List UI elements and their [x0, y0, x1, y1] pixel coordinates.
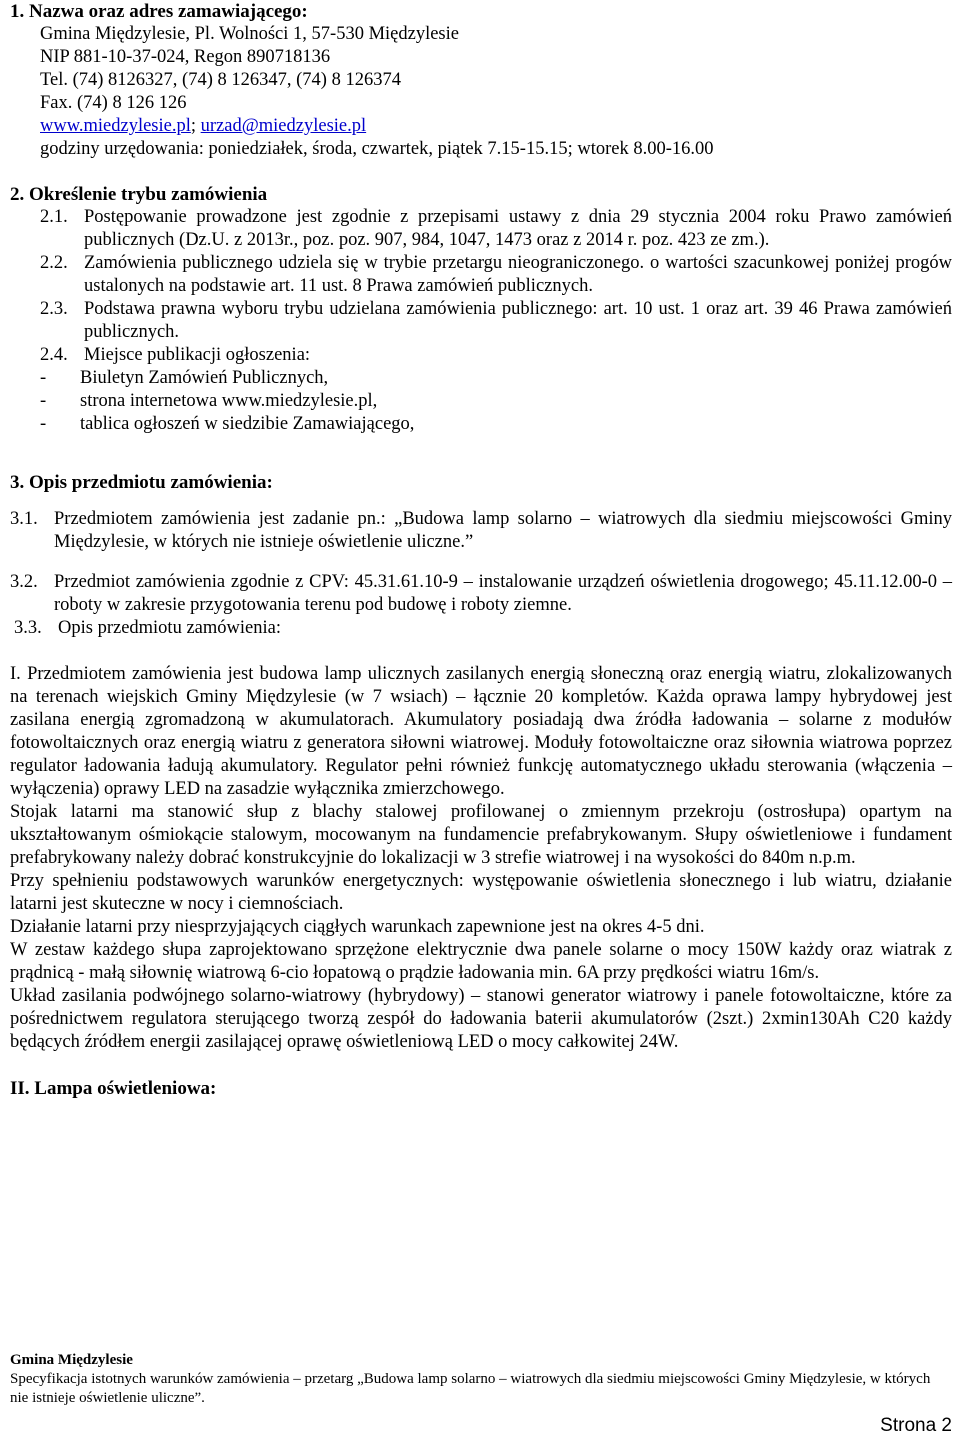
item-text: Opis przedmiotu zamówienia: [58, 618, 281, 638]
document-page [10, 0, 952, 1100]
item-text: Przedmiotem zamówienia jest zadanie pn.: „Budowa lamp solarno – wiatrowych dla siedmiu miejscowości Gminy Międzylesie, w których nie istnieje oświetlenie uliczne.” [54, 509, 952, 552]
item-number: 2.2. [40, 253, 68, 273]
item-2-3 [10, 298, 952, 344]
footer-org: Gmina Międzylesie [10, 1352, 133, 1368]
bullet-item [10, 367, 952, 390]
item-number: 2.3. [40, 299, 68, 319]
address-line: Gmina Międzylesie, Pl. Wolności 1, 57-530 Międzylesie [40, 24, 459, 44]
phone-line: Tel. (74) 8126327, (74) 8 126347, (74) 8 126374 [40, 70, 401, 90]
item-3-1 [10, 508, 952, 554]
bullet-item [10, 390, 952, 413]
paragraph-5: W zestaw każdego słupa zaprojektowano sprzężone elektrycznie dwa panele solarne o mocy 150W każdy oraz wiatrak z prądnicą - małą siłownię wiatrową 6-cio łopatową o prądzie ładowania min. 6A przy prędkości wiatru 16m/s. [10, 940, 952, 983]
bullet-dash: - [40, 414, 47, 434]
footer-text: Specyfikacja istotnych warunków zamówienia – przetarg „Budowa lamp solarno – wiatrowych dla siedmiu miejscowości Gminy Międzylesie, w których nie istnieje oświetlenie uliczne”. [10, 1371, 931, 1406]
item-text: Zamówienia publicznego udziela się w trybie przetargu nieograniczonego. o wartości szacunkowej poniżej progów ustalonych na podstawie art. 11 ust. 8 Prawa zamówień publicznych. [84, 253, 952, 296]
item-number: 3.1. [10, 509, 38, 529]
item-text: Przedmiot zamówienia zgodnie z CPV: 45.31.61.10-9 – instalowanie urządzeń oświetlenia drogowego; 45.11.12.00-0 – roboty w zakresie przygotowania terenu pod budowę i roboty ziemne. [54, 572, 952, 615]
paragraph-1: I. Przedmiotem zamówienia jest budowa lamp ulicznych zasilanych energią słoneczną oraz energią wiatru, zlokalizowanych na terenach wiejskich Gminy Międzylesie (w 7 wsiach) – łącznie 20 kompletów. Każda oprawa lampy hybrydowej jest zasilana energią zgromadzoną w akumulatorach. Akumulatory posiadają dwa źródła ładowania – solarne z modułów fotowoltaicznych oraz energią wiatru z generatora siłowni wiatrowej. Moduły fotowoltaiczne oraz siłownia wiatrowa poprzez regulator ładowania ładują akumulatory. Regulator pełni również funkcję automatycznego układu sterowania (włączenia – wyłączenia) oprawy LED na zasadzie wyłącznika zmierzchowego. [10, 664, 952, 799]
item-number: 2.1. [40, 207, 68, 227]
item-number: 3.2. [10, 572, 38, 592]
section-II-heading: II. Lampa oświetleniowa: [10, 1078, 217, 1099]
item-text: Miejsce publikacji ogłoszenia: [84, 345, 311, 365]
links-line [10, 115, 952, 138]
nip-regon-line: NIP 881-10-37-024, Regon 890718136 [40, 47, 331, 67]
item-number: 3.3. [14, 618, 42, 638]
paragraph-2: Stojak latarni ma stanowić słup z blachy stalowej profilowanej o zmiennym przekroju (ostrosłupa) opartym na ukształtowanym ośmiokącie stalowym, mocowanym na fundamencie prefabrykowanym. Słupy oświetleniowe i fundament prefabrykowany należy dobrać konstrukcyjnie do lokalizacji w 3 strefie wiatrowej i na wysokości do 840m n.p.m. [10, 802, 952, 868]
fax-line: Fax. (74) 8 126 126 [40, 93, 187, 113]
item-number: 2.4. [40, 345, 68, 365]
item-text: Postępowanie prowadzone jest zgodnie z przepisami ustawy z dnia 29 stycznia 2004 roku Prawo zamówień publicznych (Dz.U. z 2013r., poz. poz. 907, 984, 1047, 1473 oraz z 2014 r. poz. 423 ze zm.). [84, 207, 952, 250]
item-3-3 [10, 617, 952, 640]
bullet-dash: - [40, 368, 47, 388]
item-2-2 [10, 252, 952, 298]
item-3-2 [10, 571, 952, 617]
item-text: Podstawa prawna wyboru trybu udzielana zamówienia publicznego: art. 10 ust. 1 oraz art. 39 46 Prawa zamówień publicznych. [84, 299, 952, 342]
paragraph-4: Działanie latarni przy niesprzyjających ciągłych warunkach zapewnione jest na okres 4-5 dni. [10, 917, 705, 937]
bullet-text: Biuletyn Zamówień Publicznych, [80, 368, 329, 388]
section-1-heading: 1. Nazwa oraz adres zamawiającego: [10, 1, 308, 22]
bullet-item [10, 413, 952, 436]
page-number: Strona 2 [880, 1415, 952, 1436]
section-2-heading: 2. Określenie trybu zamówienia [10, 184, 268, 205]
website-link[interactable]: www.miedzylesie.pl [40, 116, 191, 136]
bullet-text: strona internetowa www.miedzylesie.pl, [80, 391, 378, 411]
links-separator: ; [190, 116, 201, 136]
paragraph-3: Przy spełnieniu podstawowych warunków energetycznych: występowanie oświetlenia słonecznego i lub wiatru, działanie latarni jest skuteczne w nocy i ciemnościach. [10, 871, 952, 914]
email-link[interactable]: urzad@miedzylesie.pl [200, 116, 367, 136]
page-footer [10, 1351, 952, 1408]
paragraph-6: Układ zasilania podwójnego solarno-wiatrowy (hybrydowy) – stanowi generator wiatrowy i panele fotowoltaiczne, które za pośrednictwem regulatora sterującego tworzą zespół do ładowania baterii akumulatorów (2szt.) 2xmin130Ah C20 każdy będących źródłem energii zasilającej oprawę oświetleniową LED o mocy całkowitej 24W. [10, 986, 952, 1052]
section-3-heading: 3. Opis przedmiotu zamówienia: [10, 472, 273, 493]
item-2-1 [10, 206, 952, 252]
office-hours-line: godziny urzędowania: poniedziałek, środa, czwartek, piątek 7.15-15.15; wtorek 8.00-16.00 [40, 139, 714, 159]
item-2-4 [10, 344, 952, 367]
bullet-dash: - [40, 391, 47, 411]
bullet-text: tablica ogłoszeń w siedzibie Zamawiającego, [80, 414, 415, 434]
